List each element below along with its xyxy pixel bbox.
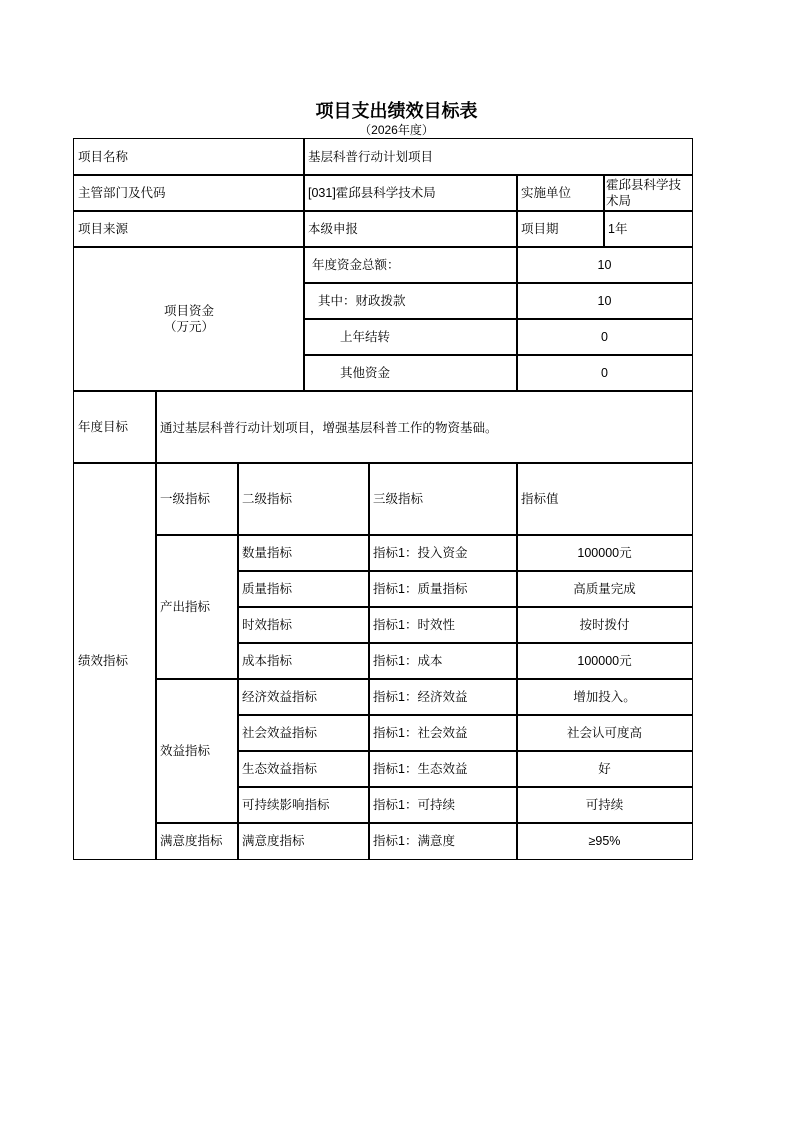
level3-cell: 指标1：满意度 <box>368 822 518 860</box>
value-cell: 100000元 <box>516 534 693 572</box>
level2-cell: 质量指标 <box>237 570 370 608</box>
dept-value: [031]霍邱县科学技术局 <box>303 174 518 212</box>
level3-cell: 指标1：经济效益 <box>368 678 518 716</box>
project-name-label: 项目名称 <box>73 138 305 176</box>
level1-satisfaction: 满意度指标 <box>155 822 239 860</box>
value-cell: 可持续 <box>516 786 693 824</box>
level3-cell: 指标1：生态效益 <box>368 750 518 788</box>
annual-goal-label: 年度目标 <box>73 390 157 464</box>
source-value: 本级申报 <box>303 210 518 248</box>
project-name-value: 基层科普行动计划项目 <box>303 138 693 176</box>
funds-row-label: 其他资金 <box>303 354 518 392</box>
level2-cell: 可持续影响指标 <box>237 786 370 824</box>
page-subtitle: （2026年度） <box>359 123 434 137</box>
funds-unit: （万元） <box>163 320 214 334</box>
value-cell: 高质量完成 <box>516 570 693 608</box>
source-label: 项目来源 <box>73 210 305 248</box>
value-cell: 好 <box>516 750 693 788</box>
level3-cell: 指标1：时效性 <box>368 606 518 644</box>
period-label: 项目期 <box>516 210 605 248</box>
value-cell: 100000元 <box>516 642 693 680</box>
level3-cell: 指标1：成本 <box>368 642 518 680</box>
impl-unit-value: 霍邱县科学技术局 <box>603 174 693 212</box>
funds-row-value: 0 <box>516 318 693 356</box>
level1-benefit: 效益指标 <box>155 678 239 824</box>
level2-cell: 成本指标 <box>237 642 370 680</box>
level3-cell: 指标1：可持续 <box>368 786 518 824</box>
header-value: 指标值 <box>516 462 693 536</box>
level3-cell: 指标1：社会效益 <box>368 714 518 752</box>
funds-label-cell <box>73 246 305 392</box>
level3-cell: 指标1：质量指标 <box>368 570 518 608</box>
header-level1: 一级指标 <box>155 462 239 536</box>
funds-row-value: 0 <box>516 354 693 392</box>
level2-cell: 数量指标 <box>237 534 370 572</box>
funds-row-label: 其中：财政拨款 <box>303 282 518 320</box>
page-title: 项目支出绩效目标表 <box>315 101 478 121</box>
dept-label: 主管部门及代码 <box>73 174 305 212</box>
value-cell: 按时拨付 <box>516 606 693 644</box>
level2-cell: 社会效益指标 <box>237 714 370 752</box>
annual-goal-text: 通过基层科普行动计划项目，增强基层科普工作的物资基础。 <box>155 390 693 464</box>
funds-row-label: 上年结转 <box>303 318 518 356</box>
impl-unit-label: 实施单位 <box>516 174 605 212</box>
funds-row-label: 年度资金总额： <box>303 246 518 284</box>
level2-cell: 满意度指标 <box>237 822 370 860</box>
value-cell: 增加投入。 <box>516 678 693 716</box>
level1-output: 产出指标 <box>155 534 239 680</box>
period-value: 1年 <box>603 210 693 248</box>
level2-cell: 时效指标 <box>237 606 370 644</box>
header-level3: 三级指标 <box>368 462 518 536</box>
funds-row-value: 10 <box>516 282 693 320</box>
header-level2: 二级指标 <box>237 462 370 536</box>
level3-cell: 指标1：投入资金 <box>368 534 518 572</box>
value-cell: 社会认可度高 <box>516 714 693 752</box>
funds-label: 项目资金 <box>163 304 214 318</box>
level2-cell: 生态效益指标 <box>237 750 370 788</box>
value-cell: ≥95% <box>516 822 693 860</box>
level2-cell: 经济效益指标 <box>237 678 370 716</box>
funds-row-value: 10 <box>516 246 693 284</box>
indicators-label: 绩效指标 <box>73 462 157 860</box>
